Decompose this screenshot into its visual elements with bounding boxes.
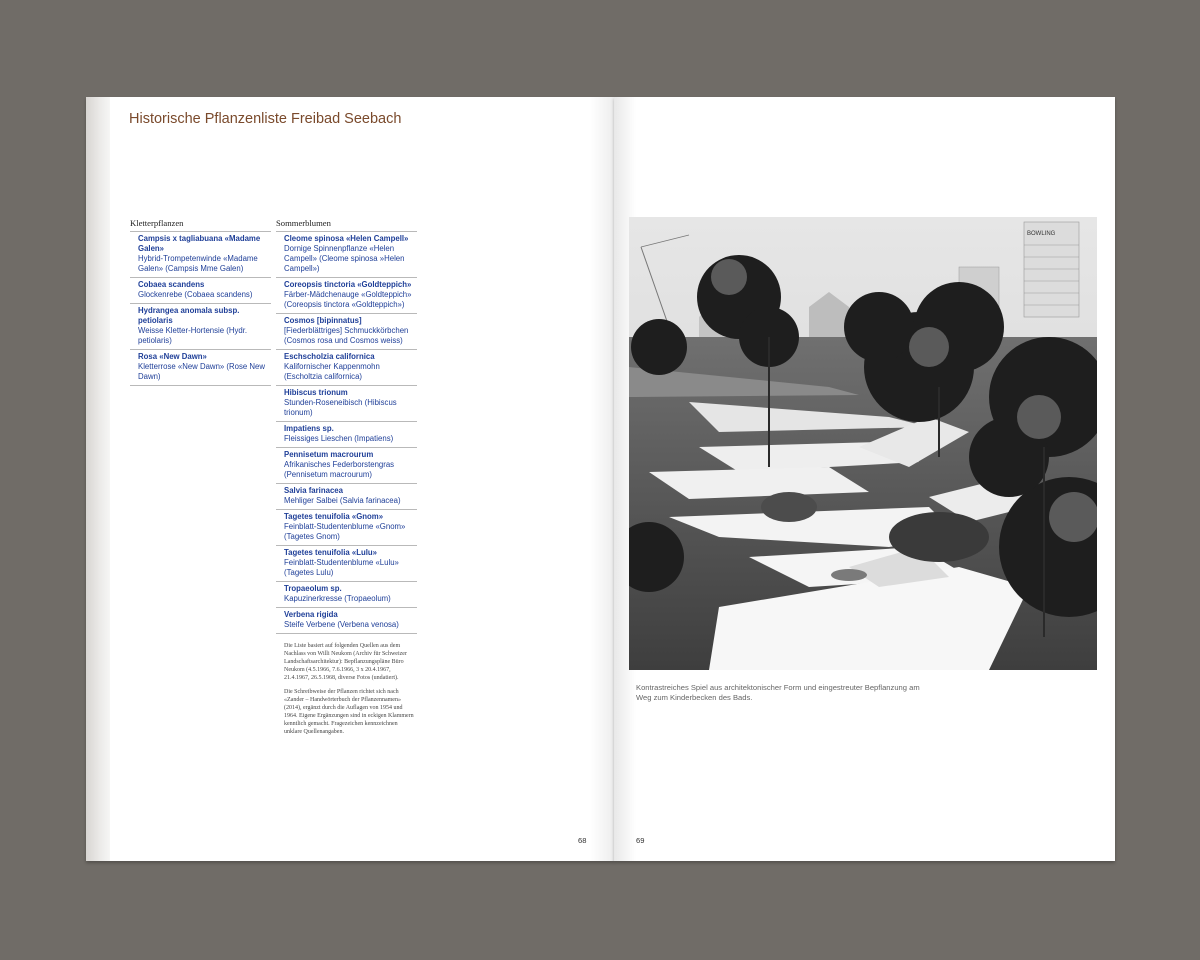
plant-entry bbox=[276, 510, 417, 546]
plant-entry bbox=[276, 422, 417, 448]
plant-common-name: Kapuzinerkresse (Tropaeolum) bbox=[284, 594, 391, 603]
plant-common-name: Kletterrose «New Dawn» (Rose New Dawn) bbox=[138, 362, 265, 381]
park-photo bbox=[629, 217, 1097, 670]
plant-common-name: Afrikanisches Federborstengras (Pennisetum macrourum) bbox=[284, 460, 395, 479]
column-sommerblumen bbox=[276, 218, 417, 742]
page-number: 68 bbox=[578, 836, 587, 845]
plant-common-name: Dornige Spinnenpflanze «Helen Campell» (Cleome spinosa »Helen Campell») bbox=[284, 244, 405, 273]
plant-entry bbox=[130, 350, 271, 386]
right-page bbox=[614, 97, 1115, 861]
plant-latin-name: Pennisetum macrourum bbox=[284, 450, 374, 459]
page-number: 69 bbox=[636, 836, 645, 845]
plant-entry bbox=[276, 278, 417, 314]
plant-common-name: Mehliger Salbei (Salvia farinacea) bbox=[284, 496, 401, 505]
plant-common-name: Färber-Mädchenauge «Goldteppich» (Coreopsis tinctora «Goldteppich») bbox=[284, 290, 412, 309]
plant-common-name: Feinblatt-Studentenblume «Lulu» (Tagetes Lulu) bbox=[284, 558, 399, 577]
plant-latin-name: Hibiscus trionum bbox=[284, 388, 348, 397]
plant-common-name: Weisse Kletter-Hortensie (Hydr. petiolaris) bbox=[138, 326, 248, 345]
plant-latin-name: Campsis x tagliabuana «Madame Galen» bbox=[138, 234, 261, 253]
plant-latin-name: Tagetes tenuifolia «Lulu» bbox=[284, 548, 377, 557]
plant-entry bbox=[276, 582, 417, 608]
plant-latin-name: Hydrangea anomala subsp. petiolaris bbox=[138, 306, 240, 325]
gutter-shadow bbox=[590, 97, 614, 861]
plant-common-name: Feinblatt-Studentenblume «Gnom» (Tagetes Gnom) bbox=[284, 522, 406, 541]
plant-latin-name: Cosmos [bipinnatus] bbox=[284, 316, 362, 325]
plant-common-name: Fleissiges Lieschen (Impatiens) bbox=[284, 434, 394, 443]
plant-common-name: Kalifornischer Kappenmohn (Escholtzia californica) bbox=[284, 362, 380, 381]
plant-common-name: Steife Verbene (Verbena venosa) bbox=[284, 620, 399, 629]
column-heading: Kletterpflanzen bbox=[130, 218, 271, 232]
source-notes bbox=[276, 642, 417, 736]
photo-caption: Kontrastreiches Spiel aus architektonischer Form und eingestreuter Bepflanzung am Weg zum Kinderbecken des Bads. bbox=[636, 683, 920, 702]
plant-latin-name: Tagetes tenuifolia «Gnom» bbox=[284, 512, 384, 521]
plant-entry bbox=[276, 350, 417, 386]
plant-latin-name: Coreopsis tinctoria «Goldteppich» bbox=[284, 280, 412, 289]
plant-entry bbox=[276, 386, 417, 422]
plant-latin-name: Rosa «New Dawn» bbox=[138, 352, 207, 361]
plant-entry bbox=[276, 546, 417, 582]
plant-latin-name: Salvia farinacea bbox=[284, 486, 343, 495]
plant-entry bbox=[130, 304, 271, 350]
plant-latin-name: Impatiens sp. bbox=[284, 424, 334, 433]
plant-entry bbox=[276, 314, 417, 350]
column-kletterpflanzen bbox=[130, 218, 271, 386]
plant-list bbox=[276, 232, 417, 634]
page-edge bbox=[86, 97, 110, 861]
plant-common-name: Glockenrebe (Cobaea scandens) bbox=[138, 290, 253, 299]
plant-latin-name: Cobaea scandens bbox=[138, 280, 205, 289]
book-spread bbox=[86, 97, 1115, 861]
column-heading: Sommerblumen bbox=[276, 218, 417, 232]
plant-common-name: [Fiederblättriges] Schmuckkörbchen (Cosmos rosa und Cosmos weiss) bbox=[284, 326, 409, 345]
bowling-sign: BOWLING bbox=[1027, 231, 1056, 237]
plant-entry bbox=[276, 608, 417, 634]
plant-common-name: Hybrid-Trompetenwinde «Madame Galen» (Campsis Mme Galen) bbox=[138, 254, 258, 273]
plant-list bbox=[130, 232, 271, 386]
plant-entry bbox=[130, 232, 271, 278]
plant-common-name: Stunden-Roseneibisch (Hibiscus trionum) bbox=[284, 398, 397, 417]
plant-entry bbox=[276, 448, 417, 484]
plant-latin-name: Eschscholzia californica bbox=[284, 352, 375, 361]
note-paragraph: Die Liste basiert auf folgenden Quellen aus dem Nachlass von Willi Neukom (Archiv für Schweizer Landschaftsarchitektur): Bepflanzungspläne Büro Neukom (4.5.1966, 7.6.1966, 3 x 20.4.1967, 21.4.1967, 26.5.1968, diverse Fotos (undatiert). bbox=[284, 643, 407, 681]
left-page bbox=[86, 97, 614, 861]
plant-latin-name: Tropaeolum sp. bbox=[284, 584, 342, 593]
plant-entry bbox=[276, 232, 417, 278]
note-paragraph: Die Schreibweise der Pflanzen richtet sich nach «Zander – Handwörterbuch der Pflanzennamen» (2014), ergänzt durch die Auflagen von 1954 und 1964. Eigene Ergänzungen sind in eckigen Klammern kenntlich gemacht. Fragezeichen kennzeichnen unklare Quellenangaben. bbox=[284, 689, 414, 735]
plant-entry bbox=[130, 278, 271, 304]
plant-entry bbox=[276, 484, 417, 510]
plant-latin-name: Verbena rigida bbox=[284, 610, 338, 619]
page-title: Historische Pflanzenliste Freibad Seebach bbox=[129, 111, 402, 127]
plant-latin-name: Cleome spinosa «Helen Campell» bbox=[284, 234, 409, 243]
